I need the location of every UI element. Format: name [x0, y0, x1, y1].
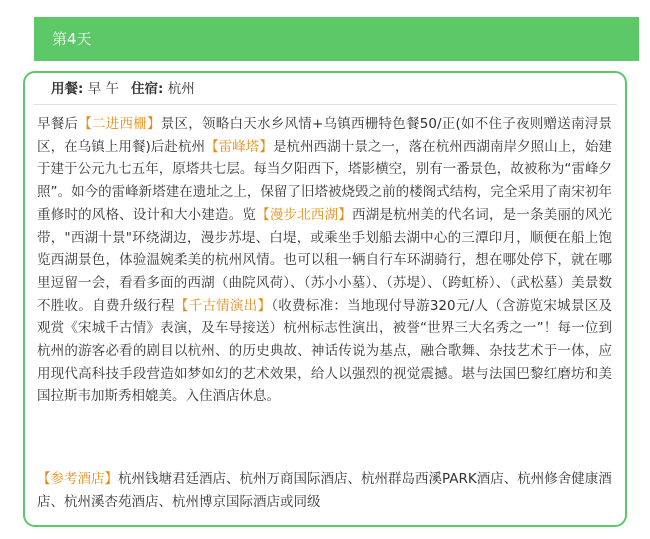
divider — [33, 104, 617, 105]
attraction-tag: 【漫步北西湖】 — [256, 206, 352, 223]
meals-label: 用餐: — [51, 81, 84, 97]
text-segment: 景区，领略白天水乡风情+乌镇西栅特色餐50/正(如不住子夜则赠送南浔景区，在乌镇上用餐)后赴杭州 — [37, 116, 613, 155]
text-segment: 早餐后 — [37, 116, 79, 132]
hotels-list: 杭州钱塘君廷酒店、杭州万商国际酒店、杭州群岛西溪PARK酒店、杭州修舍健康酒店、杭州溪杏苑酒店、杭州博京国际酒店或同级 — [37, 471, 612, 510]
text-segment: （收费标准：当地现付导游320元/人（含游览宋城景区及观赏《宋城千古情》表演，及车导接送）杭州标志性演出，被誉“世界三大名秀之一”！每一位到杭州的游客必看的剧目以杭州、的历史典故、神话传说为基点，融合歌舞、杂技艺术于一体，应用现代高科技手段营造如梦如幻的艺术效果，给人以强烈的视觉震撼。堪与法国巴黎红磨坊和美国拉斯韦加斯秀相媲美。入住酒店休息。 — [37, 297, 613, 405]
meta-row — [51, 79, 195, 99]
attraction-tag: 【雷峰塔】 — [205, 138, 273, 155]
meals-value: 早 午 — [87, 81, 119, 97]
attraction-tag: 【二进西栅】 — [78, 116, 161, 132]
hotels-label: 【参考酒店】 — [37, 471, 118, 487]
stay-value: 杭州 — [167, 81, 195, 97]
attraction-tag: 【千古情演出】 — [174, 297, 272, 314]
day-title: 第4天 — [52, 30, 92, 48]
day-header-bar — [34, 17, 639, 61]
stay-label: 住宿: — [131, 81, 164, 97]
text-segment: 是杭州西湖十景之一，落在杭州西湖南岸夕照山上，始建于建于公元九七五年，原塔共七层。每当夕阳西下，塔影横空，别有一番景色，故被称为“雷峰夕照”。如今的雷峰新塔建在遗址之上，保留了旧塔被烧毁之前的楼阁式结构，完全采用了南宋初年重修时的风格、设计和大小建造。览 — [37, 138, 612, 223]
itinerary-description — [37, 113, 612, 408]
reference-hotels — [37, 468, 612, 513]
text-segment: 西湖是杭州美的代名词，是一条美丽的风光带，"西湖十景"环绕湖边，漫步苏堤、白堤，或乘坐手划船去湖中心的三潭印月，顺便在船上饱览西湖景色，体验温婉柔美的杭州风情。也可以租一辆自行车环湖骑行，想在哪处停下，就在哪里逗留一会，看看多面的西湖（曲院风荷）、（苏小小墓）、（苏堤）、（跨虹桥）、（武松墓）美景数不胜收。自费升级行程 — [37, 206, 613, 314]
